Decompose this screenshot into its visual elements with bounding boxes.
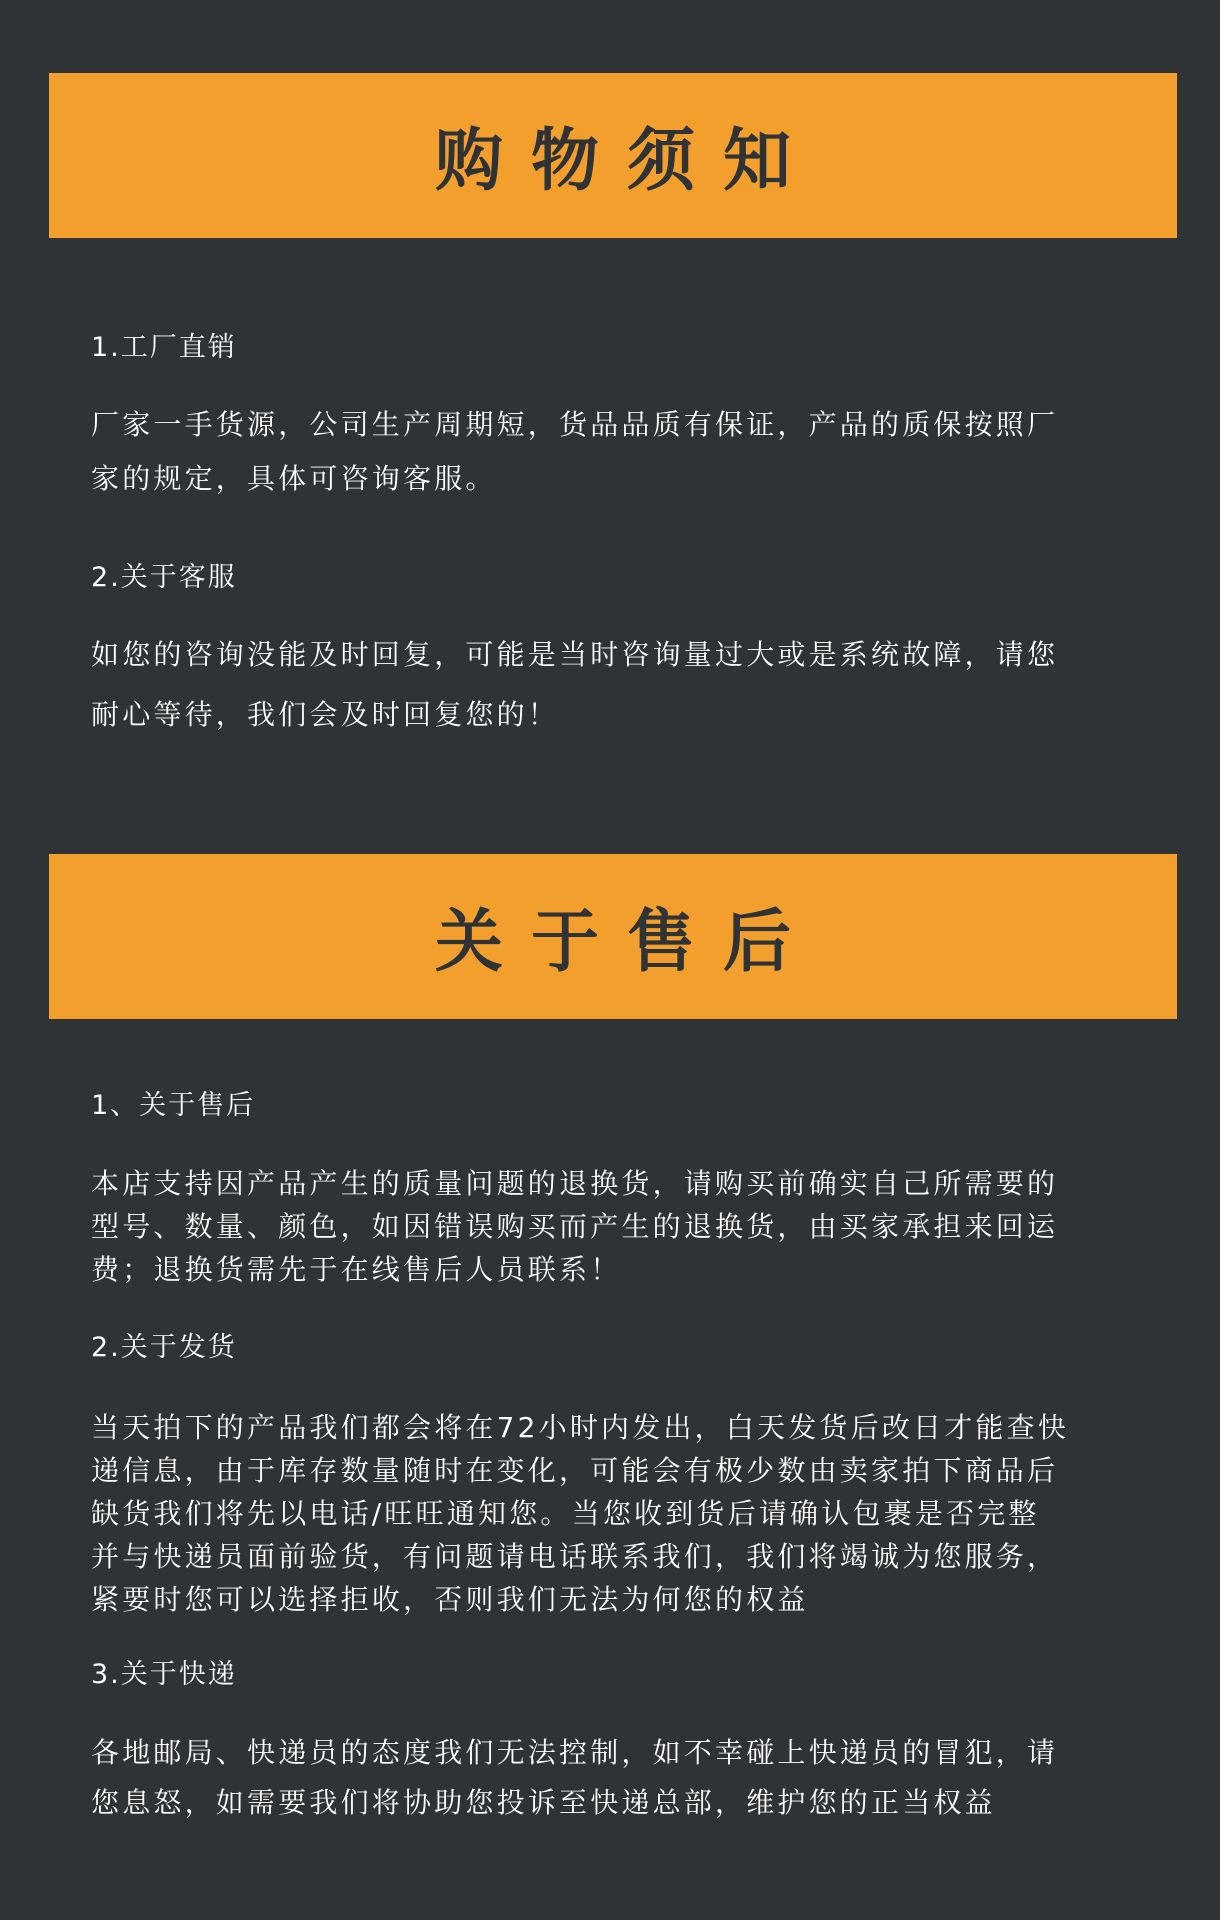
courier-section (91, 1657, 1141, 1693)
factory-direct-heading: 1.工厂直销 (91, 332, 237, 363)
factory-direct-section (91, 330, 1141, 366)
courier-body: 各地邮局、快递员的态度我们无法控制，如不幸碰上快递员的冒犯，请 您息怒，如需要我们将协助您投诉至快递总部，维护您的正当权益 (91, 1736, 1059, 1819)
after-sales-title: 关于售后 (434, 903, 819, 982)
shipping-body: 当天拍下的产品我们都会将在72小时内发出，白天发货后改日才能查快 递信息，由于库存数量随时在变化，可能会有极少数由卖家拍下商品后 缺货我们将先以电话/旺旺通知您。当您收到货后请确认包裹是否完整 并与快递员面前验货，有问题请电话联系我们，我们将竭诚为您服务， 紧要时您可以选择拒收，否则我们无法为何您的权益 (91, 1411, 1070, 1616)
after-sales-heading: 1、关于售后 (91, 1090, 256, 1121)
after-sales-body-block (91, 1162, 1141, 1291)
courier-heading: 3.关于快递 (91, 1659, 237, 1690)
factory-direct-body-block (91, 398, 1141, 506)
shipping-heading: 2.关于发货 (91, 1332, 237, 1363)
customer-service-section (91, 560, 1141, 596)
after-sales-banner (49, 854, 1177, 1019)
after-sales-body: 本店支持因产品产生的质量问题的退换货，请购买前确实自己所需要的 型号、数量、颜色，如因错误购买而产生的退换货，由买家承担来回运 费；退换货需先于在线售后人员联系！ (91, 1167, 1059, 1286)
shipping-section (91, 1330, 1141, 1366)
shopping-notice-title: 购物须知 (434, 122, 819, 201)
customer-service-body-block (91, 625, 1141, 745)
factory-direct-body: 厂家一手货源，公司生产周期短，货品品质有保证，产品的质保按照厂 家的规定，具体可咨询客服。 (91, 408, 1059, 495)
after-sales-section (91, 1088, 1141, 1124)
customer-service-body: 如您的咨询没能及时回复，可能是当时咨询量过大或是系统故障，请您 耐心等待，我们会及时回复您的！ (91, 638, 1059, 731)
customer-service-heading: 2.关于客服 (91, 562, 237, 593)
shopping-notice-banner (49, 73, 1177, 238)
shipping-body-block (91, 1406, 1141, 1621)
courier-body-block (91, 1728, 1141, 1828)
